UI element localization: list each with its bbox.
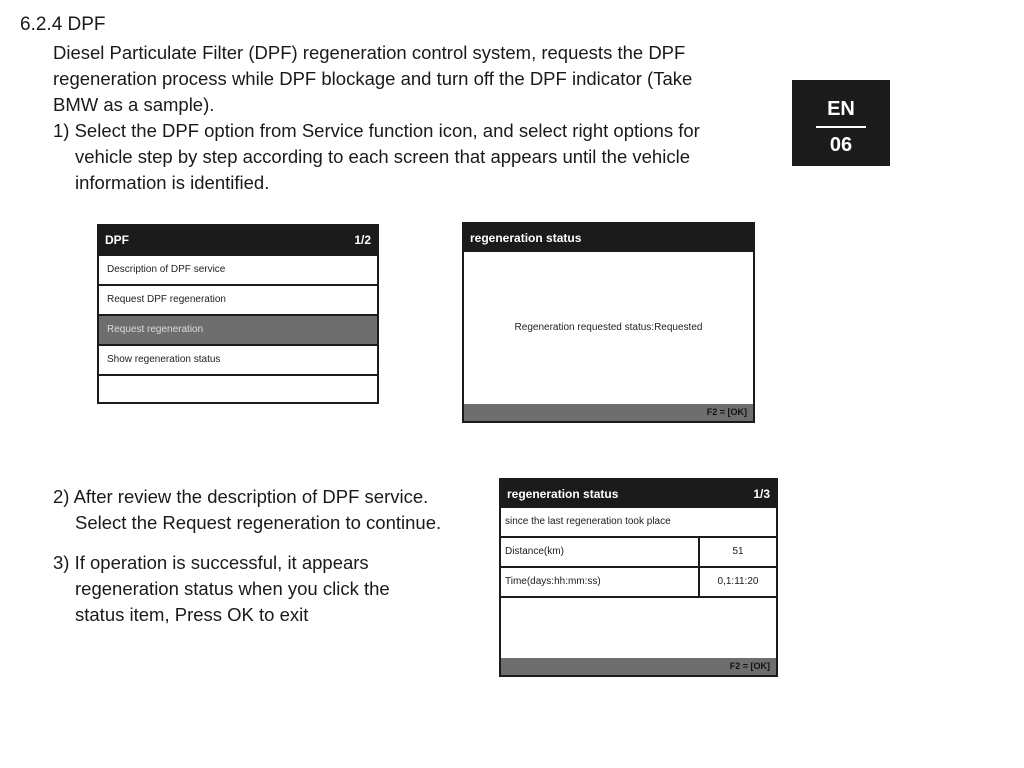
- step-1-line: 1) Select the DPF option from Service function icon, and select right options for: [53, 120, 700, 141]
- ok-key-hint[interactable]: F2 = [OK]: [501, 658, 776, 675]
- step-3-line: status item, Press OK to exit: [75, 604, 309, 625]
- badge-divider: [816, 126, 866, 128]
- step-3-line: 3) If operation is successful, it appears: [53, 552, 369, 573]
- screen-title: regeneration status: [470, 231, 582, 245]
- menu-item-show-status[interactable]: Show regeneration status: [99, 344, 377, 374]
- menu-item-description[interactable]: Description of DPF service: [99, 254, 377, 284]
- step-1: [53, 118, 700, 196]
- row-value-distance: 51: [732, 546, 744, 557]
- dpf-menu-screen: [97, 224, 379, 404]
- intro-line: BMW as a sample).: [53, 94, 215, 115]
- screen-page-indicator: 1/3: [753, 487, 770, 501]
- status-message: Regeneration requested status:Requested: [514, 322, 703, 333]
- step-3: [53, 550, 390, 628]
- table-subtitle: since the last regeneration took place: [501, 508, 776, 538]
- step-1-line: information is identified.: [75, 172, 270, 193]
- screen-title-bar: [464, 224, 753, 252]
- menu-item-request-regeneration[interactable]: Request regeneration: [99, 314, 377, 344]
- screen-title-bar: [99, 226, 377, 254]
- screen-page-indicator: 1/2: [354, 233, 371, 247]
- page-number: 06: [829, 134, 853, 156]
- menu-item-request-dpf-regeneration[interactable]: Request DPF regeneration: [99, 284, 377, 314]
- screen-title: DPF: [105, 233, 129, 247]
- section-heading: 6.2.4 DPF: [20, 14, 106, 35]
- ok-key-hint[interactable]: F2 = [OK]: [464, 404, 753, 421]
- row-label-distance: Distance(km): [501, 538, 700, 566]
- intro-line: regeneration process while DPF blockage and turn off the DPF indicator (Take: [53, 68, 693, 89]
- step-3-line: regeneration status when you click the: [75, 578, 390, 599]
- regeneration-table-screen: [499, 478, 778, 677]
- step-2: [53, 484, 441, 536]
- row-value-time: 0,1:11:20: [717, 576, 759, 587]
- language-code: EN: [827, 98, 855, 120]
- step-2-line: 2) After review the description of DPF service.: [53, 486, 429, 507]
- step-2-line: Select the Request regeneration to continue.: [75, 512, 442, 533]
- step-1-line: vehicle step by step according to each screen that appears until the vehicle: [75, 146, 690, 167]
- menu-item-empty: [99, 374, 377, 404]
- table-row: [501, 538, 776, 568]
- row-label-time: Time(days:hh:mm:ss): [501, 568, 700, 596]
- screen-title-bar: [501, 480, 776, 508]
- language-page-badge: [792, 80, 890, 166]
- regeneration-status-screen: [462, 222, 755, 423]
- intro-paragraph: [53, 40, 692, 118]
- table-row: [501, 568, 776, 598]
- intro-line: Diesel Particulate Filter (DPF) regeneration control system, requests the DPF: [53, 42, 686, 63]
- screen-title: regeneration status: [507, 487, 619, 501]
